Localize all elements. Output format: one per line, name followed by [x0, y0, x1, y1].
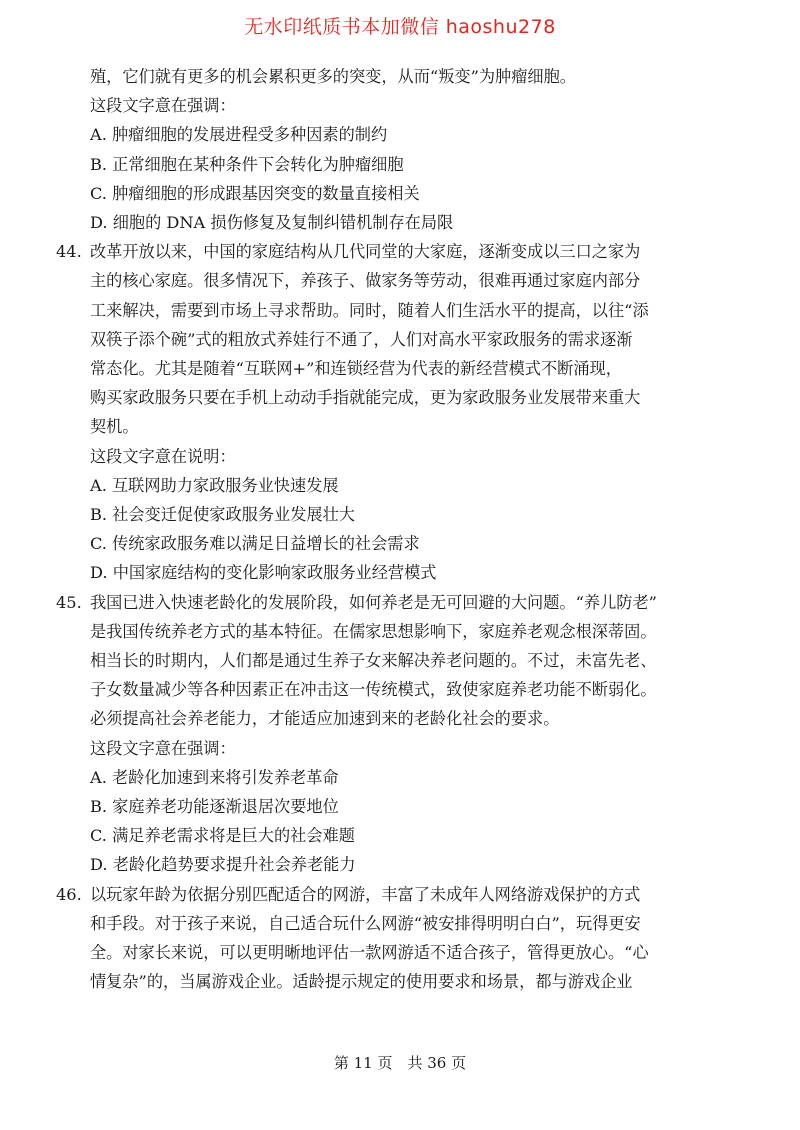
stem-line: 以玩家年龄为依据分别匹配适合的网游，丰富了未成年人网络游戏保护的方式 [90, 884, 641, 904]
option-d: D. 细胞的 DNA 损伤修复及复制纠错机制存在局限 [90, 213, 454, 233]
stem-line: 购买家政服务只要在手机上动动手指就能完成，更为家政服务业发展带来重大 [90, 388, 641, 408]
option-a: A. 老龄化加速到来将引发养老革命 [90, 767, 339, 787]
option-b: B. 正常细胞在某种条件下会转化为肿瘤细胞 [90, 154, 404, 174]
question-prompt: 这段文字意在说明： [90, 446, 236, 466]
stem-line: 常态化。尤其是随着“互联网+”和连锁经营为代表的新经营模式不断涌现， [90, 359, 622, 379]
stem-line: 必须提高社会养老能力，才能适应加速到来的老龄化社会的要求。 [90, 709, 560, 729]
question-prompt: 这段文字意在强调： [90, 738, 236, 758]
stem-line: 主的核心家庭。很多情况下，养孩子、做家务等劳动，很难再通过家庭内部分 [90, 271, 641, 291]
stem-line: 殖，它们就有更多的机会累积更多的突变，从而“叛变”为肿瘤细胞。 [90, 67, 576, 86]
option-b: B. 家庭养老功能逐渐退居次要地位 [90, 797, 339, 817]
option-a: A. 肿瘤细胞的发展进程受多种因素的制约 [90, 125, 388, 145]
page-content [56, 62, 730, 997]
stem-line: 相当长的时期内，人们都是通过生养子女来解决养老问题的。不过，未富先老、 [90, 651, 657, 671]
stem-line: 情复杂”的，当属游戏企业。适龄提示规定的使用要求和场景，都与游戏企业 [90, 972, 633, 992]
question-43-tail [90, 62, 730, 237]
question-46 [56, 880, 730, 997]
stem-line: 子女数量减少等各种因素正在冲击这一传统模式，致使家庭养老功能不断弱化。 [90, 680, 657, 700]
stem-line: 契机。 [90, 417, 139, 437]
page-footer: 第 11 页 共 36 页 [333, 1054, 467, 1072]
question-number: 45. [56, 592, 82, 612]
question-number: 44. [56, 242, 82, 262]
option-d: D. 中国家庭结构的变化影响家政服务业经营模式 [90, 563, 437, 583]
stem-line: 是我国传统养老方式的基本特征。在儒家思想影响下，家庭养老观念根深蒂固。 [90, 621, 657, 641]
stem-line: 我国已进入快速老龄化的发展阶段，如何养老是无可回避的大问题。“养儿防老” [90, 592, 657, 612]
option-b: B. 社会变迁促使家政服务业发展壮大 [90, 505, 355, 525]
option-a: A. 互联网助力家政服务业快速发展 [90, 475, 339, 495]
stem-line: 全。对家长来说，可以更明晰地评估一款网游适不适合孩子，管得更放心。“心 [90, 943, 649, 963]
watermark-text: 无水印纸质书本加微信 haoshu278 [244, 16, 556, 38]
question-45 [56, 588, 730, 880]
stem-line: 和手段。对于孩子来说，自己适合玩什么网游“被安排得明明白白”，玩得更安 [90, 913, 641, 933]
option-c: C. 满足养老需求将是巨大的社会难题 [90, 826, 355, 846]
option-d: D. 老龄化趋势要求提升社会养老能力 [90, 855, 356, 875]
stem-line: 双筷子添个碗”式的粗放式养娃行不通了，人们对高水平家政服务的需求逐渐 [90, 329, 633, 349]
option-c: C. 传统家政服务难以满足日益增长的社会需求 [90, 534, 420, 554]
question-number: 46. [56, 884, 82, 904]
stem-line: 工来解决，需要到市场上寻求帮助。同时，随着人们生活水平的提高，以往“添 [90, 300, 649, 320]
question-44 [56, 237, 730, 587]
stem-line: 改革开放以来，中国的家庭结构从几代同堂的大家庭，逐渐变成以三口之家为 [90, 242, 641, 262]
option-c: C. 肿瘤细胞的形成跟基因突变的数量直接相关 [90, 183, 420, 203]
question-prompt: 这段文字意在强调： [90, 96, 236, 116]
